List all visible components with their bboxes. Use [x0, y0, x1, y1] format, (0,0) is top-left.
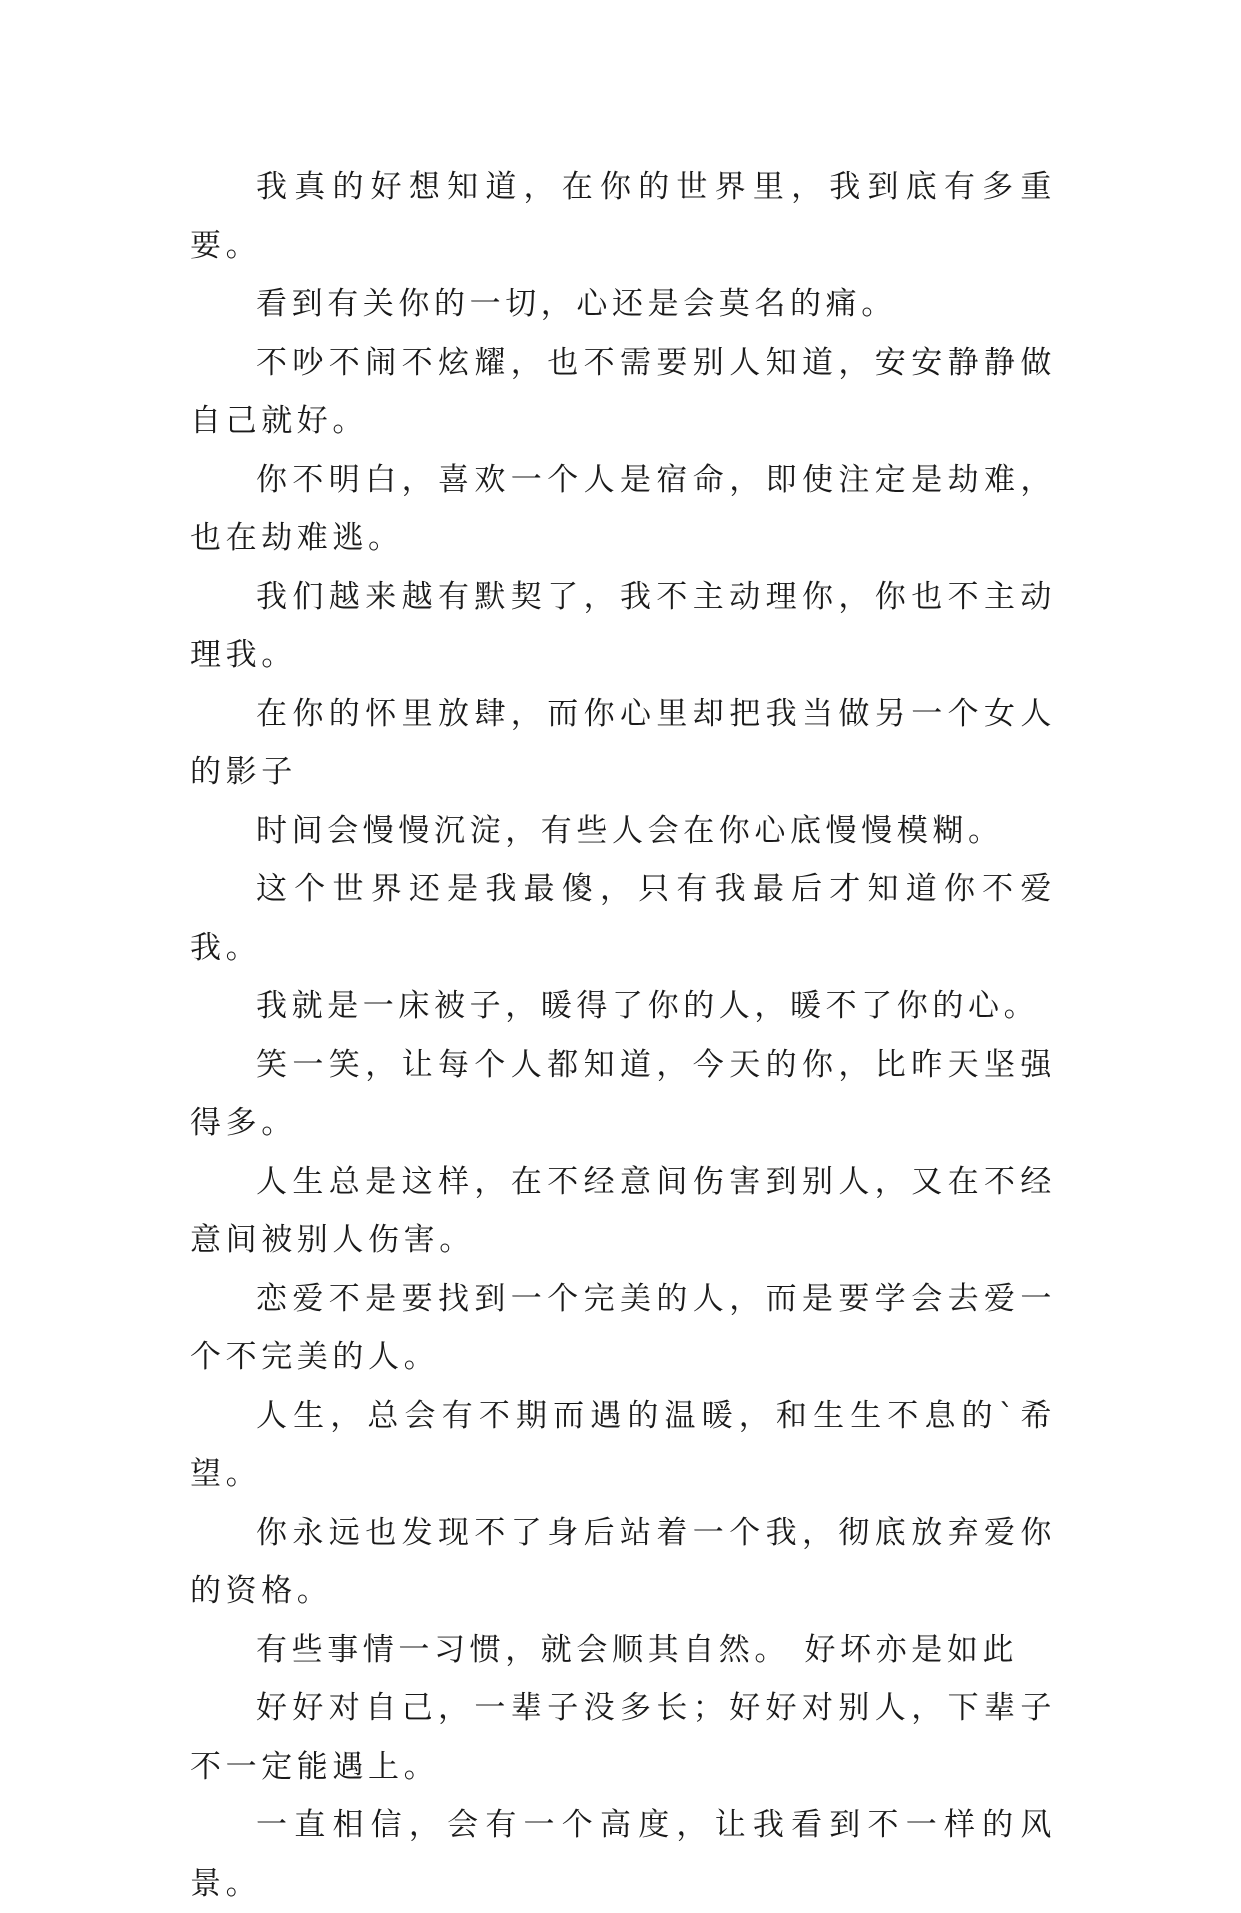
- paragraph: 人生总是这样，在不经意间伤害到别人，又在不经意间被别人伤害。: [190, 1163, 1056, 1258]
- paragraph: 时间会慢慢沉淀，有些人会在你心底慢慢模糊。: [256, 812, 1004, 849]
- paragraph: 好好对自己，一辈子没多长；好好对别人，下辈子不一定能遇上。: [190, 1690, 1056, 1785]
- paragraph: 看到有关你的一切，心还是会莫名的痛。: [256, 286, 897, 322]
- document-body: [190, 158, 1056, 1913]
- paragraph: 人生，总会有不期而遇的温暖，和生生不息的`希望。: [190, 1397, 1056, 1492]
- paragraph: 我们越来越有默契了，我不主动理你，你也不主动理我。: [190, 578, 1056, 673]
- paragraph: 你不明白，喜欢一个人是宿命，即使注定是劫难，也在劫难逃。: [190, 461, 1056, 556]
- paragraph: 一直相信，会有一个高度，让我看到不一样的风景。: [190, 1807, 1056, 1902]
- paragraph: 笑一笑，让每个人都知道，今天的你，比昨天坚强得多。: [190, 1046, 1056, 1141]
- paragraph: 我就是一床被子，暖得了你的人，暖不了你的心。: [256, 988, 1040, 1024]
- paragraph: 在你的怀里放肆，而你心里却把我当做另一个女人的影子: [190, 695, 1056, 790]
- paragraph: 有些事情一习惯，就会顺其自然。 好坏亦是如此: [256, 1631, 1019, 1668]
- paragraph: 我真的好想知道，在你的世界里，我到底有多重要。: [190, 169, 1056, 264]
- paragraph: 不吵不闹不炫耀，也不需要别人知道，安安静静做自己就好。: [190, 344, 1056, 439]
- paragraph: 恋爱不是要找到一个完美的人，而是要学会去爱一个不完美的人。: [190, 1280, 1056, 1375]
- paragraph: 你永远也发现不了身后站着一个我，彻底放弃爱你的资格。: [190, 1514, 1056, 1609]
- paragraph: 这个世界还是我最傻，只有我最后才知道你不爱我。: [190, 871, 1056, 966]
